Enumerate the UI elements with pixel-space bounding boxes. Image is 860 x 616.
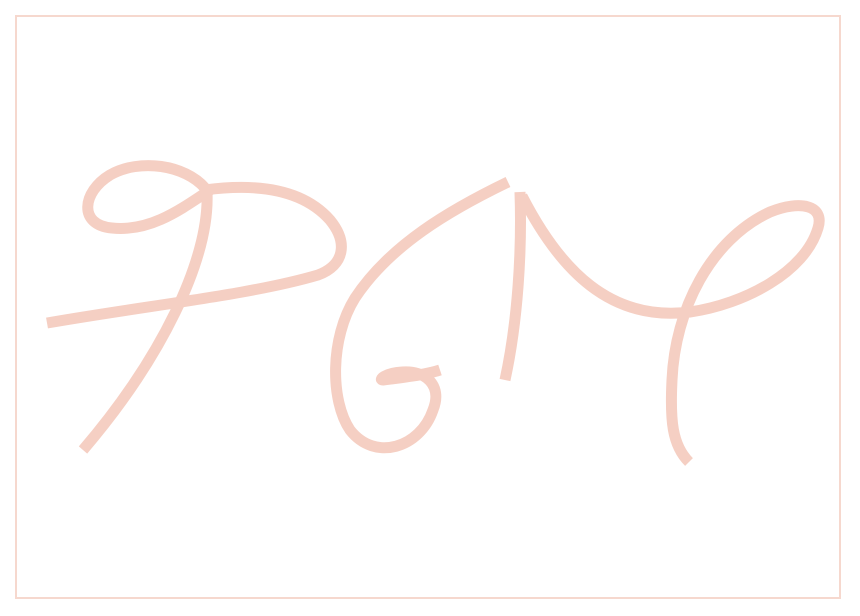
monogram-letter-m-body xyxy=(522,196,819,462)
monogram-letter-p-loop xyxy=(88,166,210,229)
monogram-letter-g xyxy=(336,182,508,448)
monogram-letter-m-left-stem xyxy=(505,192,520,380)
